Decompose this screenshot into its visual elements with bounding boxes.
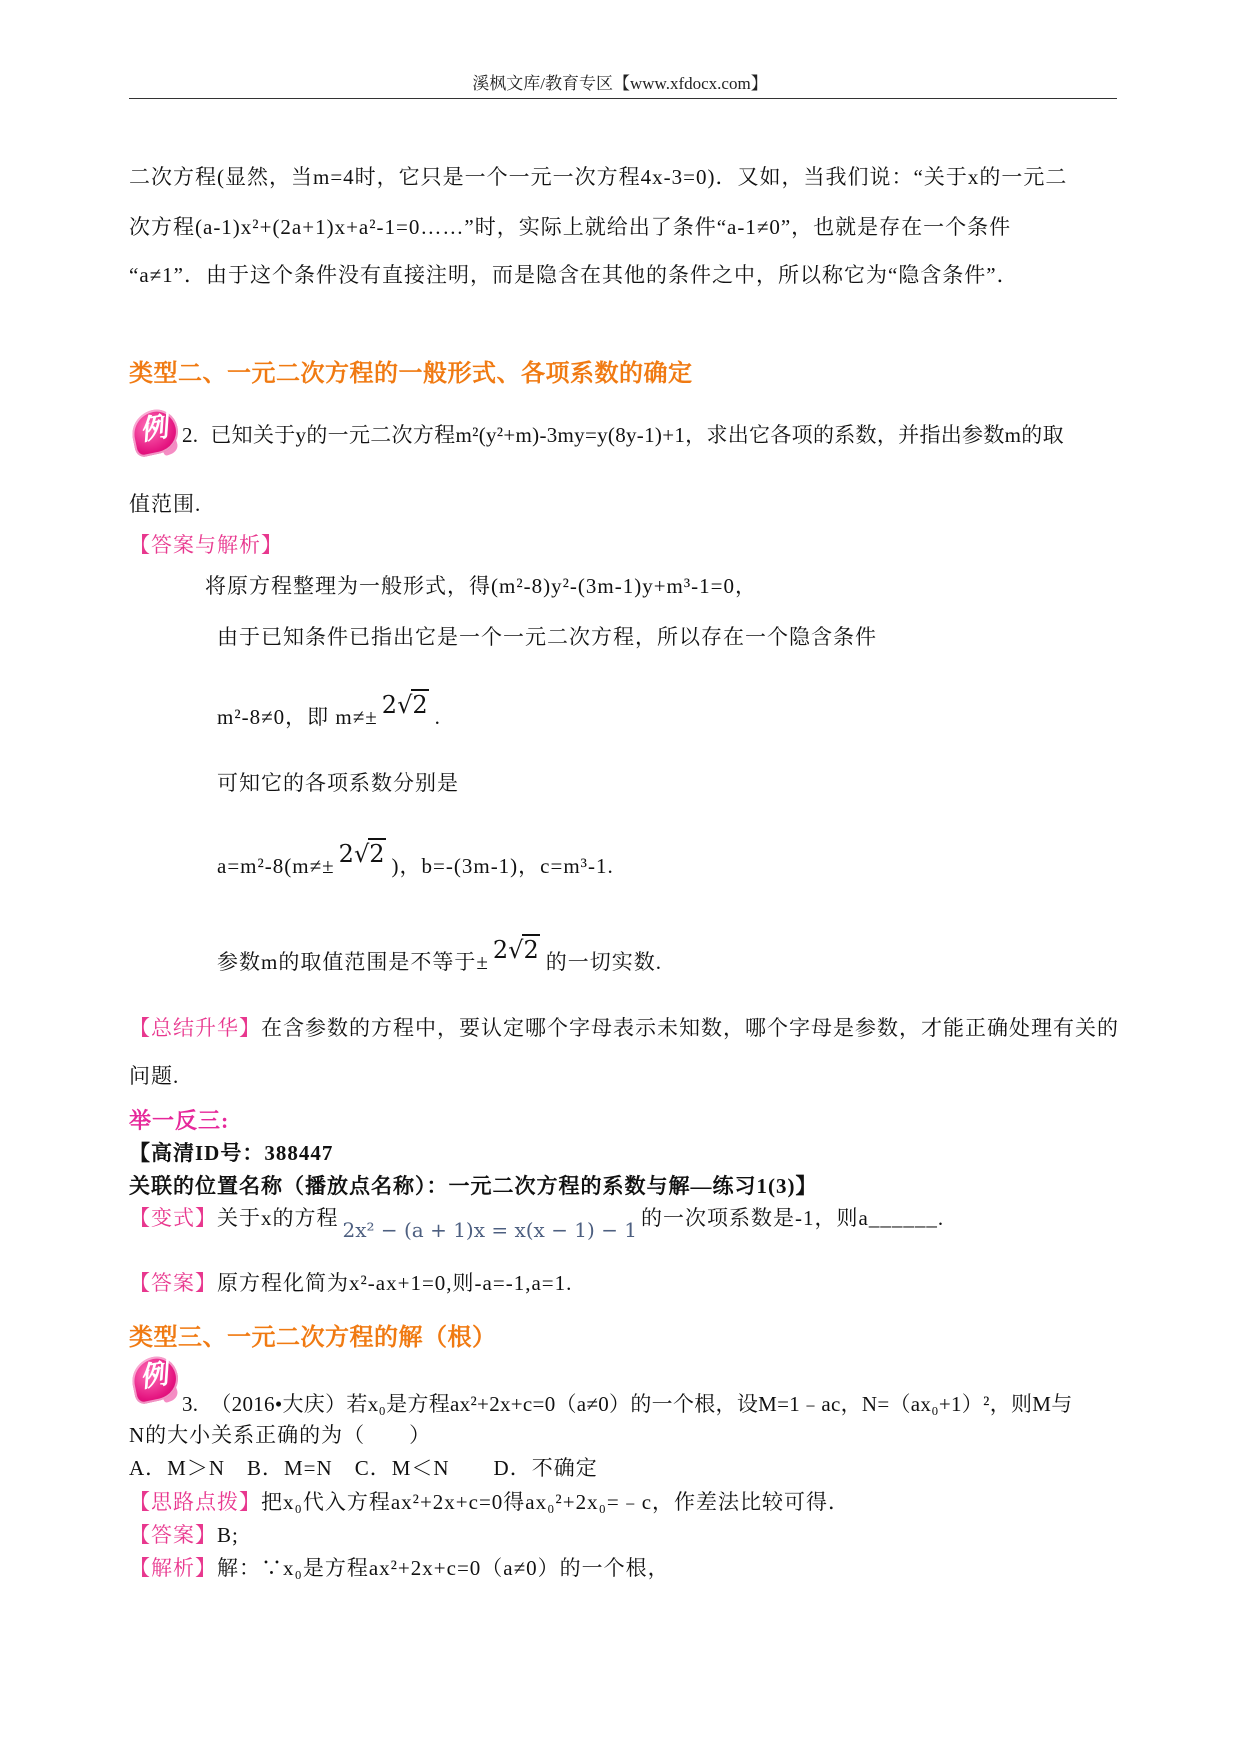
analysis-text: 解：∵x₀是方程ax²+2x+c=0（a≠0）的一个根，: [217, 1556, 670, 1580]
question-2-line-2: 值范围.: [129, 492, 202, 516]
question-text: 已知关于y的一元二次方程m²(y²+m)-3my=y(8y-1)+1，求出它各项的系数，并指出参数m的取: [210, 423, 1064, 447]
question-2-line-1: [182, 423, 1064, 447]
sqrt-expression: [339, 842, 386, 866]
analysis-line: [129, 1556, 670, 1580]
intro-line-2: 次方程(a-1)x²+(2a+1)x+a²-1=0……”时，实际上就给出了条件“a-1≠0”，也就是存在一个条件: [129, 215, 1012, 239]
summary-line-1: [129, 1016, 1119, 1040]
sqrt-radicand: 2: [523, 936, 539, 964]
radical-icon: √: [353, 840, 370, 868]
practice-label: 举一反三:: [129, 1108, 230, 1133]
summary-label: 【总结升华】: [129, 1016, 261, 1040]
variant-label: 【变式】: [129, 1206, 217, 1230]
sqrt-coefficient: 2: [338, 840, 354, 868]
section-3-heading: 类型三、一元二次方程的解（根）: [129, 1325, 497, 1351]
example-badge-icon: [132, 1357, 180, 1403]
solution-line-3-prefix: m²-8≠0，即 m≠±: [217, 705, 378, 729]
video-id-line: 【高清ID号：388447: [129, 1141, 334, 1165]
variant-prefix: 关于x的方程: [217, 1206, 339, 1230]
question-3-line-2: N的大小关系正确的为（ ）: [129, 1423, 432, 1447]
page-header: 溪枫文库/教育专区【www.xfdocx.com】: [472, 74, 768, 93]
question-number: 2.: [182, 423, 199, 447]
badge-character: 例: [137, 411, 171, 448]
summary-text: 在含参数的方程中，要认定哪个字母表示未知数，哪个字母是参数，才能正确处理有关的: [261, 1016, 1119, 1040]
answer-label: 【答案】: [129, 1523, 217, 1547]
variant-answer: [129, 1271, 572, 1295]
solution-line-6-suffix: 的一切实数.: [545, 950, 662, 974]
sqrt-expression: [493, 938, 540, 962]
hint-label: 【思路点拨】: [129, 1490, 261, 1514]
section-2-heading: 类型二、一元二次方程的一般形式、各项系数的确定: [129, 361, 693, 387]
answer-line: [129, 1523, 239, 1547]
question-3-line-1: [182, 1392, 1073, 1416]
analysis-label: 【解析】: [129, 1556, 217, 1580]
answer-text: B;: [217, 1523, 239, 1547]
variant-end: .: [937, 1206, 945, 1230]
radical-icon: √: [508, 936, 524, 964]
solution-line-5-suffix: )，b=-(3m-1)，c=m³-1.: [391, 854, 614, 878]
sqrt-coefficient: 2: [492, 936, 509, 964]
hint-text: 把x₀代入方程ax²+2x+c=0得ax₀²+2x₀=﹣c，作差法比较可得．: [261, 1490, 851, 1514]
sqrt-coefficient: 2: [381, 691, 398, 719]
summary-line-2: 问题.: [129, 1064, 180, 1088]
intro-line-3: “a≠1”．由于这个条件没有直接注明，而是隐含在其他的条件之中，所以称它为“隐含条件”．: [129, 263, 1019, 287]
solution-line-3-suffix: .: [434, 705, 441, 729]
hint-line: [129, 1490, 850, 1514]
variant-formula: 2x² − (a + 1)x = x(x − 1) − 1: [342, 1218, 638, 1242]
example-badge-icon: [132, 410, 180, 456]
radical-icon: √: [397, 691, 413, 719]
solution-line-6-prefix: 参数m的取值范围是不等于±: [217, 950, 489, 974]
intro-line-1: 二次方程(显然，当m=4时，它只是一个一元一次方程4x-3=0)．又如，当我们说：“关于x的一元二: [129, 165, 1068, 189]
solution-line-3: [217, 691, 441, 729]
badge-character: 例: [137, 1358, 171, 1395]
answer-blank: ______: [868, 1206, 938, 1230]
variant-answer-label: 【答案】: [129, 1271, 217, 1295]
variant-suffix: 的一次项系数是-1，则a: [641, 1206, 869, 1230]
variant-question: [129, 1206, 945, 1242]
video-location-line: 关联的位置名称（播放点名称）：一元二次方程的系数与解—练习1(3)】: [129, 1174, 818, 1198]
sqrt-radicand: 2: [412, 691, 428, 719]
solution-line-5-prefix: a=m²-8(m≠±: [217, 854, 335, 878]
header-divider: [129, 98, 1117, 99]
solution-line-6: [217, 936, 662, 974]
solution-line-2: 由于已知条件已指出它是一个一元二次方程，所以存在一个隐含条件: [217, 625, 877, 649]
sqrt-radicand: 2: [369, 840, 385, 868]
solution-line-1: 将原方程整理为一般形式，得(m²-8)y²-(3m-1)y+m³-1=0，: [205, 574, 758, 598]
question-number: 3.: [182, 1392, 199, 1416]
question-3-options: A．M＞N B．M=N C．M＜N D．不确定: [129, 1456, 598, 1480]
sqrt-expression: [382, 693, 429, 717]
question-text: （2016•大庆）若x₀是方程ax²+2x+c=0（a≠0）的一个根，设M=1﹣ac，N=（ax₀+1）²，则M与: [210, 1392, 1073, 1416]
answer-analysis-label: 【答案与解析】: [129, 533, 283, 557]
variant-answer-text: 原方程化简为x²-ax+1=0,则-a=-1,a=1.: [217, 1271, 573, 1295]
solution-line-4: 可知它的各项系数分别是: [217, 771, 459, 795]
solution-line-5: [217, 840, 614, 878]
